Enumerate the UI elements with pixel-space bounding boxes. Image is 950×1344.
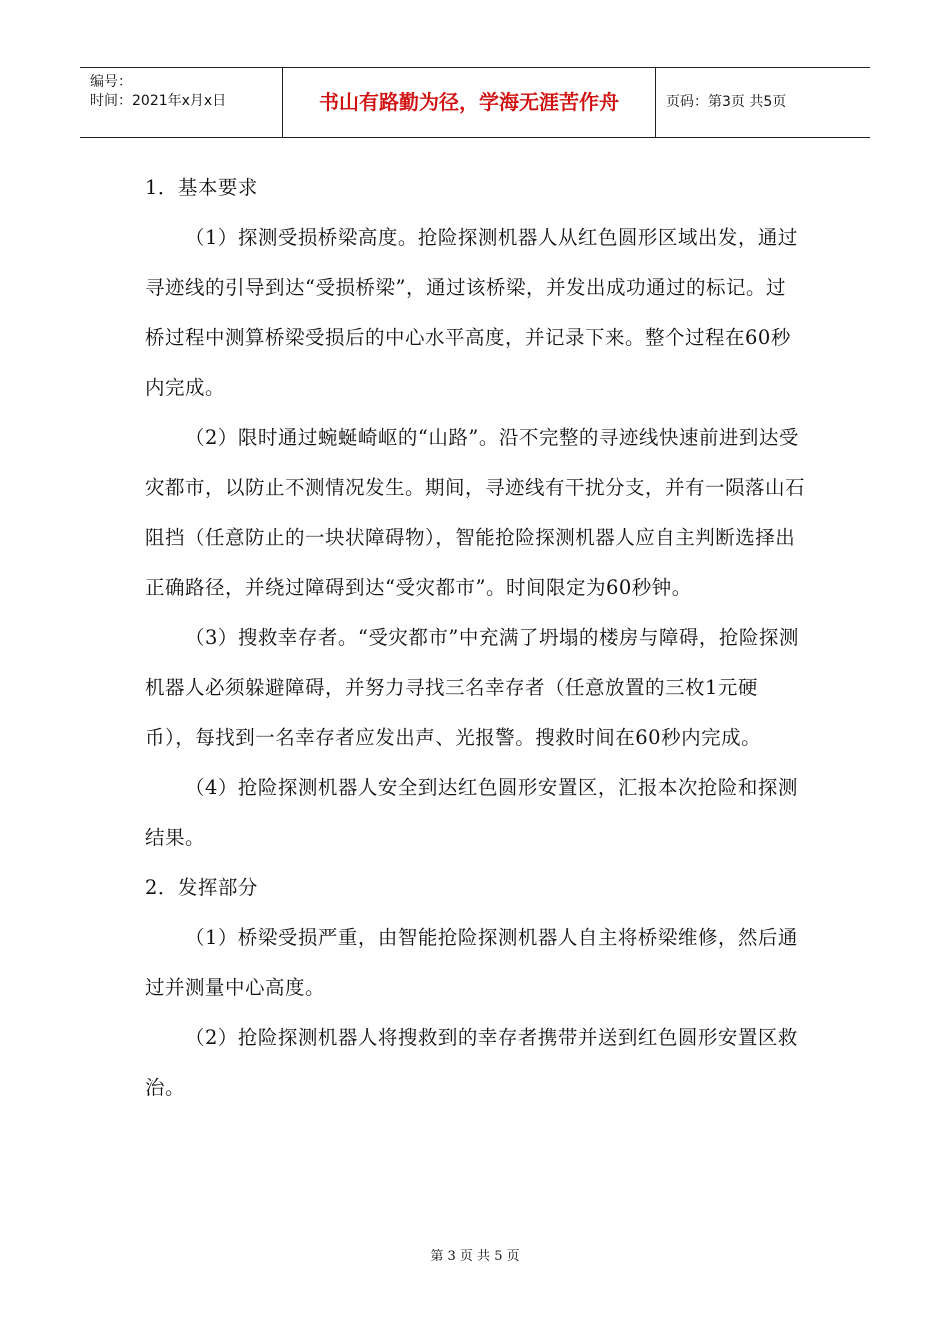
header-meta — [80, 68, 282, 137]
paragraph: （1）探测受损桥梁高度。抢险探测机器人从红色圆形区域出发，通过寻迹线的引导到达“受损桥梁”，通过该桥梁，并发出成功通过的标记。过桥过程中测算桥梁受损后的中心水平高度，并记录下来。整个过程在60秒内完成。 — [145, 226, 798, 399]
section-heading-extension: 2．发挥部分 — [145, 876, 258, 899]
paragraph: （2）限时通过蜿蜒崎岖的“山路”。沿不完整的寻迹线快速前进到达受灾都市，以防止不测情况发生。期间，寻迹线有干扰分支，并有一陨落山石阻挡（任意防止的一块状障碍物），智能抢险探测机器人应自主判断选择出正确路径，并绕过障碍到达“受灾都市”。时间限定为60秒钟。 — [145, 426, 806, 599]
page-header — [80, 67, 870, 138]
doc-number-label: 编号： — [90, 74, 132, 90]
paragraph: （4）抢险探测机器人安全到达红色圆形安置区，汇报本次抢险和探测结果。 — [145, 776, 798, 849]
header-motto: 书山有路勤为径，学海无涯苦作舟 — [282, 68, 656, 137]
document-body — [145, 163, 805, 1113]
page-footer: 第 3 页 共 5 页 — [430, 1249, 520, 1264]
paragraph: （3）搜救幸存者。“受灾都市”中充满了坍塌的楼房与障碍，抢险探测机器人必须躲避障碍，并努力寻找三名幸存者（任意放置的三枚1元硬币），每找到一名幸存者应发出声、光报警。搜救时间在60秒内完成。 — [145, 626, 799, 749]
paragraph: （2）抢险探测机器人将搜救到的幸存者携带并送到红色圆形安置区救治。 — [145, 1026, 798, 1099]
header-page-info: 页码：第3页 共5页 — [666, 94, 787, 110]
paragraph: （1）桥梁受损严重，由智能抢险探测机器人自主将桥梁维修，然后通过并测量中心高度。 — [145, 926, 798, 999]
section-heading-basic: 1．基本要求 — [145, 176, 258, 199]
doc-date-label: 时间：2021年x月x日 — [90, 93, 227, 109]
